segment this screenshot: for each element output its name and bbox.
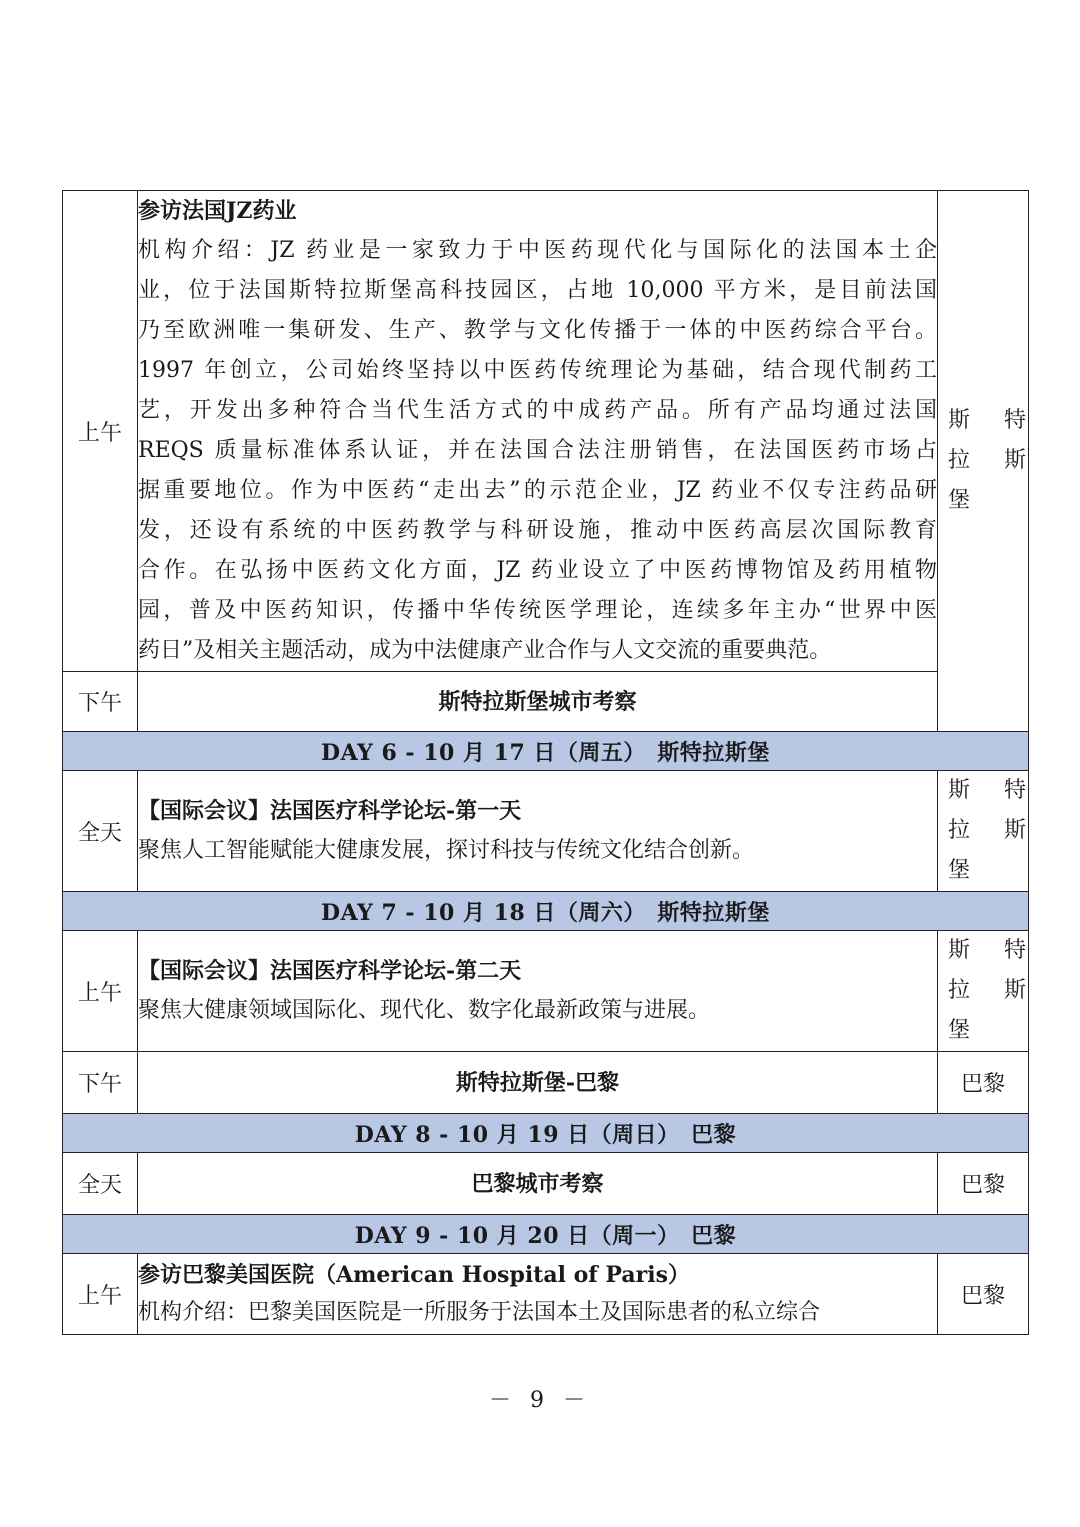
location-cell: 巴黎 [938,1153,1029,1215]
row-jz-visit [63,191,1029,672]
time-cell: 上午 [63,1254,138,1335]
desc-line: 机构介绍：JZ 药业是一家致力于中医药现代化与国际化的法国本土企 [138,238,937,263]
day-header [63,892,1029,931]
desc-line: 乃至欧洲唯一集研发、生产、教学与文化传播于一体的中医药综合平台。 [138,318,937,343]
location-cell: 巴黎 [938,1254,1029,1335]
desc-line: 园，普及中医药知识，传播中华传统医学理论，连续多年主办“世界中医 [138,598,937,623]
event-desc: 聚焦人工智能赋能大健康发展，探讨科技与传统文化结合创新。 [138,838,755,863]
event-title: 参访法国JZ药业 [138,198,297,224]
content-cell [138,931,938,1052]
time-cell: 上午 [63,191,138,672]
day-header [63,1114,1029,1153]
day-header [63,1215,1029,1254]
row-city-tour [63,672,1029,732]
desc-line: REQS 质量标准体系认证，并在法国合法注册销售，在法国医药市场占 [138,438,937,463]
row-forum-day2 [63,931,1029,1052]
desc-line: 艺，开发出多种符合当代生活方式的中成药产品。所有产品均通过法国 [138,398,937,423]
content-cell [138,191,938,672]
content-cell: 斯特拉斯堡城市考察 [138,672,938,732]
content-cell: 巴黎城市考察 [138,1153,938,1215]
day-label: DAY 8 - 10 月 19 日（周日） 巴黎 [63,1114,1029,1153]
time-cell: 下午 [63,672,138,732]
row-transfer [63,1052,1029,1114]
row-paris-tour [63,1153,1029,1215]
desc-line: 药日”及相关主题活动，成为中法健康产业合作与人文交流的重要典范。 [138,638,832,663]
desc-line: 业，位于法国斯特拉斯堡高科技园区，占地 10,000 平方米，是目前法国 [138,278,937,303]
row-forum-day1 [63,771,1029,892]
desc-line: 合作。在弘扬中医药文化方面，JZ 药业设立了中医药博物馆及药用植物 [138,558,937,583]
content-cell: 斯特拉斯堡-巴黎 [138,1052,938,1114]
event-title: 参访巴黎美国医院（American Hospital of Paris） [138,1262,690,1288]
content-cell [138,771,938,892]
location-cell: 巴黎 [938,1052,1029,1114]
desc-line: 1997 年创立，公司始终坚持以中医药传统理论为基础，结合现代制药工 [138,358,937,383]
day-label: DAY 9 - 10 月 20 日（周一） 巴黎 [63,1215,1029,1254]
day-label: DAY 7 - 10 月 18 日（周六） 斯特拉斯堡 [63,892,1029,931]
time-cell: 全天 [63,1153,138,1215]
day-label: DAY 6 - 10 月 17 日（周五） 斯特拉斯堡 [63,732,1029,771]
time-cell: 下午 [63,1052,138,1114]
day-header [63,732,1029,771]
page-number: － 9 － [489,1388,591,1413]
itinerary-table [62,190,1029,1335]
event-desc: 机构介绍：巴黎美国医院是一所服务于法国本土及国际患者的私立综合 [138,1300,821,1325]
location-cell: 斯 特 拉 斯 堡 [938,931,1029,1052]
time-cell: 全天 [63,771,138,892]
event-desc: 聚焦大健康领域国际化、现代化、数字化最新政策与进展。 [138,998,711,1023]
location-cell: 斯 特 拉 斯 堡 [938,771,1029,892]
desc-line: 发，还设有系统的中医药教学与科研设施，推动中医药高层次国际教育 [138,518,937,543]
event-title: 【国际会议】法国医疗科学论坛-第一天 [138,798,522,824]
location-cell: 斯 特 拉 斯 堡 [938,191,1029,732]
time-cell: 上午 [63,931,138,1052]
desc-line: 据重要地位。作为中医药“走出去”的示范企业，JZ 药业不仅专注药品研 [138,478,937,503]
event-title: 【国际会议】法国医疗科学论坛-第二天 [138,958,522,984]
row-american-hospital [63,1254,1029,1335]
content-cell [138,1254,938,1335]
